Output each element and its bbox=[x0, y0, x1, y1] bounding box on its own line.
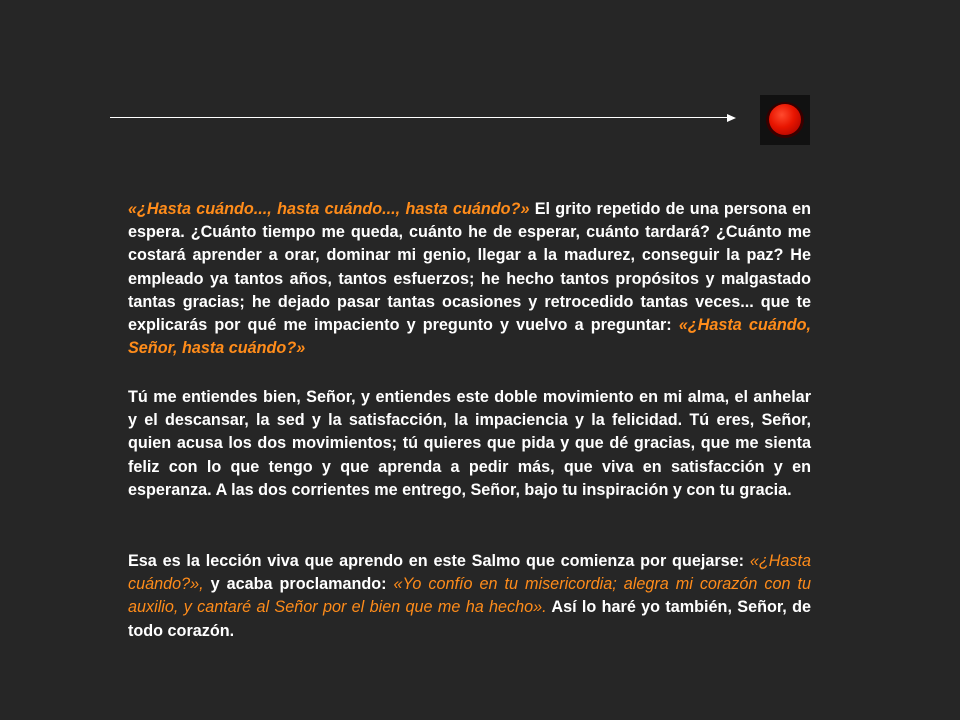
arrow-right-icon bbox=[727, 114, 736, 122]
paragraph-2 bbox=[128, 386, 811, 502]
quote-hasta-cuando-short: «¿Hasta cuándo?», bbox=[128, 552, 811, 594]
record-button-icon[interactable] bbox=[760, 95, 810, 145]
paragraph-3-text-end: Así lo haré yo también, Señor, de todo corazón. bbox=[128, 598, 811, 640]
paragraph-2-text: Tú me entiendes bien, Señor, y entiendes este doble movimiento en mi alma, el anhelar y el descansar, la sed y la satisfacción, la impaciencia y la felicidad. Tú eres, Señor, quien acusa los dos movimientos; tú quieres que pida y que dé gracias, que me sienta feliz con lo que tengo y que aprenda a pedir más, que viva en satisfacción y en esperanza. A las dos corrientes me entrego, Señor, bajo tu inspiración y con tu gracia. bbox=[128, 388, 811, 499]
paragraph-3-text-start: Esa es la lección viva que aprendo en este Salmo que comienza por quejarse: bbox=[128, 552, 750, 570]
paragraph-3-text-mid: y acaba proclamando: bbox=[203, 575, 394, 594]
paragraph-1-text: El grito repetido de una persona en espera. ¿Cuánto tiempo me queda, cuánto he de esperar, cuánto tardará? ¿Cuánto me costará aprender a orar, dominar mi genio, llegar a la madurez, conseguir la paz? He empleado ya tantos años, tantos esfuerzos; he hecho tantos propósitos y malgastado tantas gracias; he dejado pasar tantas ocasiones y retrocedido tantas veces... que te explicarás por qué me impaciento y pregunto y vuelvo a preguntar: bbox=[128, 200, 811, 335]
quote-yo-confio: «Yo confío en tu misericordia; alegra mi corazón con tu auxilio, y cantaré al Señor por el bien que me ha hecho». bbox=[128, 575, 811, 617]
quote-hasta-cuando: «¿Hasta cuándo..., hasta cuándo..., hasta cuándo?» bbox=[128, 200, 530, 218]
paragraph-1 bbox=[128, 198, 811, 360]
timeline-arrow-line bbox=[110, 117, 728, 118]
record-button-dot bbox=[769, 104, 801, 135]
quote-hasta-cuando-senor: «¿Hasta cuándo, Señor, hasta cuándo?» bbox=[128, 316, 811, 358]
paragraph-3 bbox=[128, 550, 811, 643]
